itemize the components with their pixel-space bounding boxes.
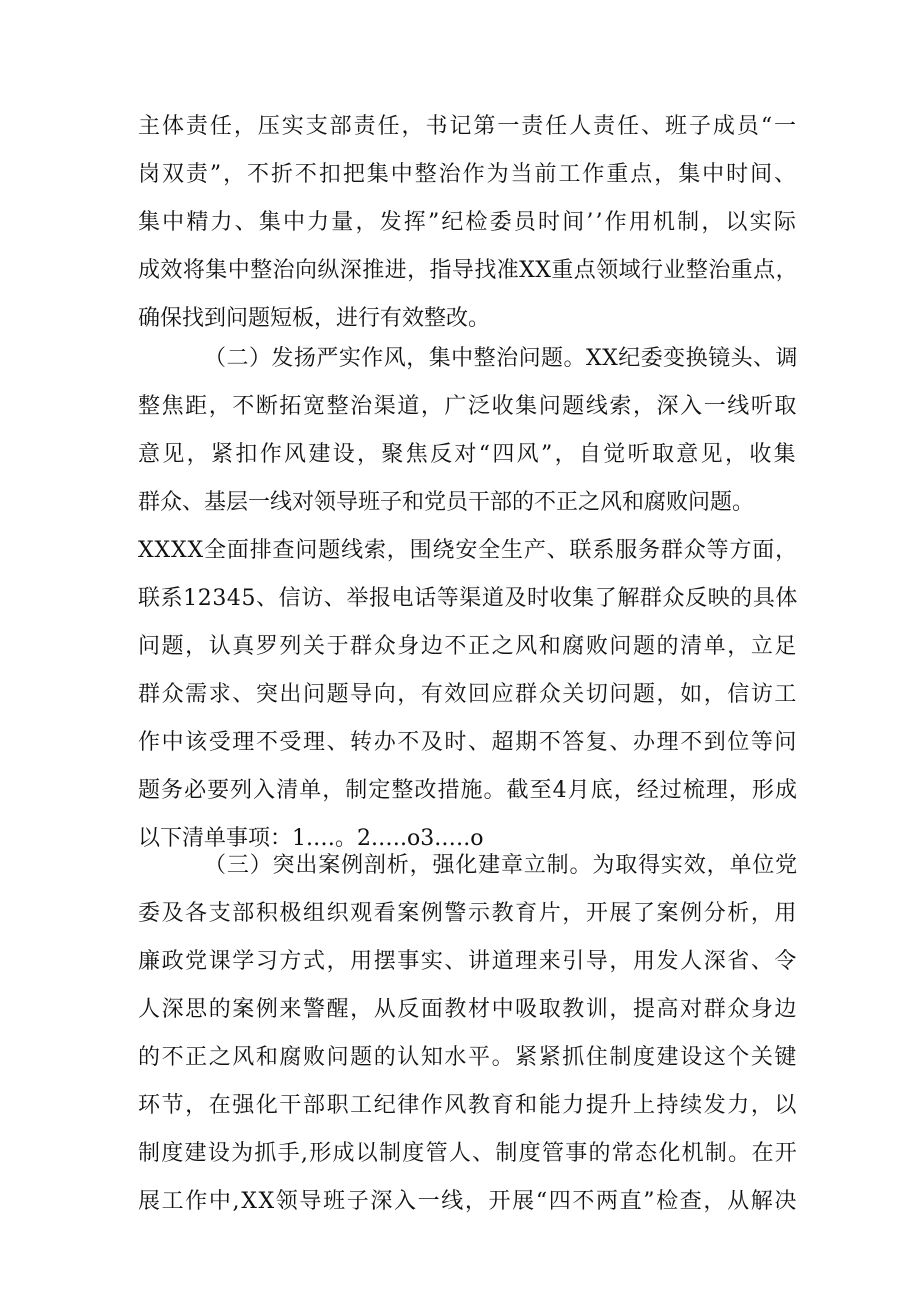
text-line: 委及各支部积极组织观看案例警示教育片，开展了案例分析，用 xyxy=(138,901,798,926)
paragraph-responsibility xyxy=(138,103,798,343)
text-line: 以下清单事项：1.…。2.….o3.….o xyxy=(138,826,484,851)
text-line: 群众需求、突出问题导向，有效回应群众关切问题，如，信访工 xyxy=(138,682,798,707)
section-heading-line: （三）突出案例剖析，强化建章立制。为取得实效，单位党 xyxy=(204,853,798,878)
text-line: 廉政党课学习方式，用摆事实、讲道理来引导，用发人深省、令 xyxy=(138,949,798,974)
text-line: 群众、基层一线对领导班子和党员干部的不正之风和腐败问题。 xyxy=(138,490,755,515)
text-line: 制度建设为抓手,形成以制度管人、制度管事的常态化机制。在开 xyxy=(138,1141,798,1166)
text-line: 确保找到问题短板，进行有效整改。 xyxy=(138,306,491,331)
text-line: 环节，在强化干部职工纪律作风教育和能力提升上持续发力，以 xyxy=(138,1093,798,1118)
text-line: 题务必要列入清单，制定整改措施。截至4月底，经过梳理，形成 xyxy=(138,778,798,803)
text-line: 的不正之风和腐败问题的认知水平。紧紧抓住制度建设这个关键 xyxy=(138,1045,798,1070)
text-line: 问题，认真罗列关于群众身边不正之风和腐败问题的清单，立足 xyxy=(138,634,798,659)
text-line: XXXX全面排查问题线索，围绕安全生产、联系服务群众等方面， xyxy=(138,538,798,563)
text-line: 成效将集中整治向纵深推进，指导找准XX重点领域行业整治重点， xyxy=(138,258,798,283)
text-line: 整焦距，不断拓宽整治渠道，广泛收集问题线索，深入一线听取 xyxy=(138,394,798,419)
text-line: 联系12345、信访、举报电话等渠道及时收集了解群众反映的具体 xyxy=(138,586,798,611)
paragraph-section-two xyxy=(138,335,798,863)
paragraph-section-three xyxy=(138,842,798,1226)
text-line: 人深思的案例来警醒，从反面教材中吸取教训，提高对群众身边 xyxy=(138,997,798,1022)
section-heading-line: （二）发扬严实作风，集中整治问题。XX纪委变换镜头、调 xyxy=(204,346,798,371)
text-line: 作中该受理不受理、转办不及时、超期不答复、办理不到位等问 xyxy=(138,730,798,755)
text-line: 岗双责”，不折不扣把集中整治作为当前工作重点，集中时间、 xyxy=(138,162,798,187)
text-line: 展工作中,XX领导班子深入一线，开展“四不两直”检查，从解决 xyxy=(138,1189,798,1214)
text-line: 主体责任，压实支部责任，书记第一责任人责任、班子成员“一 xyxy=(138,114,798,139)
text-line: 集中精力、集中力量，发挥”纪检委员时间’’作用机制，以实际 xyxy=(138,210,798,235)
text-line: 意见，紧扣作风建设，聚焦反对“四风”，自觉听取意见，收集 xyxy=(138,442,798,467)
